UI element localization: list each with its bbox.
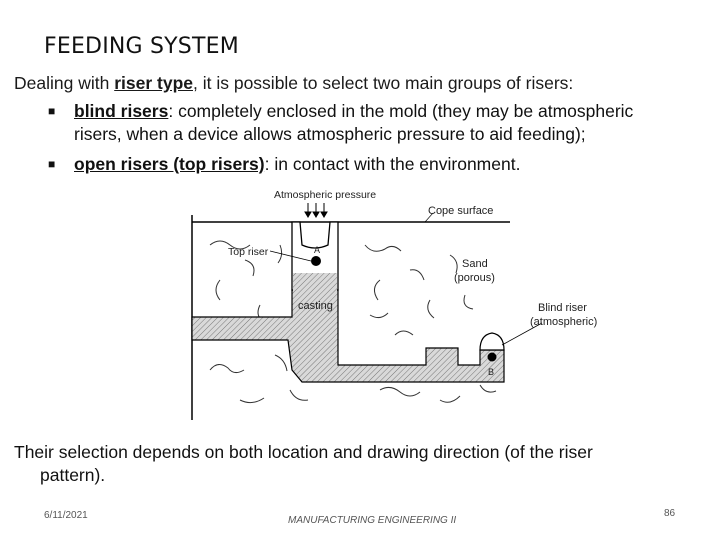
riser-diagram xyxy=(180,185,620,430)
riser-hatched-section xyxy=(293,273,337,293)
bullet-term: open risers (top risers) xyxy=(74,154,265,174)
bullet-item-open-risers xyxy=(74,153,520,175)
slide-title: FEEDING SYSTEM xyxy=(44,34,239,59)
label-sand-porous: (porous) xyxy=(454,272,495,284)
intro-text xyxy=(14,72,573,94)
point-b-marker xyxy=(488,353,497,362)
label-cope-surface: Cope surface xyxy=(428,205,494,217)
casting-body xyxy=(192,290,504,382)
bullet-text-continued: risers, when a device allows atmospheric pressure to aid feeding); xyxy=(74,124,586,144)
conclusion-line-2: pattern). xyxy=(40,465,106,485)
label-sand: Sand xyxy=(462,258,488,270)
footer-page-number: 86 xyxy=(664,508,676,519)
atmospheric-arrows xyxy=(305,203,327,217)
bullet-marker: ■ xyxy=(48,157,56,171)
conclusion-line-1: Their selection depends on both location and drawing direction (of the riser xyxy=(14,442,593,462)
label-atmospheric-pressure: Atmospheric pressure xyxy=(274,189,377,201)
intro-prefix: Dealing with xyxy=(14,73,115,93)
bullet-item-blind-risers xyxy=(74,100,633,146)
point-a-marker xyxy=(311,256,321,266)
bullet-term: blind risers xyxy=(74,101,169,121)
label-point-b: B xyxy=(488,367,495,377)
intro-emphasis: riser type xyxy=(114,73,193,93)
label-blind-riser: Blind riser xyxy=(538,302,587,314)
footer-date: 6/11/2021 xyxy=(44,510,88,521)
bullet-text: : completely enclosed in the mold (they may be atmospheric xyxy=(168,101,634,121)
bullet-marker: ■ xyxy=(48,104,56,118)
conclusion-text xyxy=(14,441,593,487)
label-casting: casting xyxy=(298,300,333,312)
bullet-text: : in contact with the environment. xyxy=(264,154,521,174)
label-blind-riser-sub: (atmospheric) xyxy=(530,316,598,328)
label-top-riser: Top riser xyxy=(228,246,269,258)
intro-suffix: , it is possible to select two main groups of risers: xyxy=(193,73,574,93)
blind-riser-dome xyxy=(480,333,504,350)
footer-course: MANUFACTURING ENGINEERING II xyxy=(288,515,457,526)
label-point-a: A xyxy=(314,245,321,255)
